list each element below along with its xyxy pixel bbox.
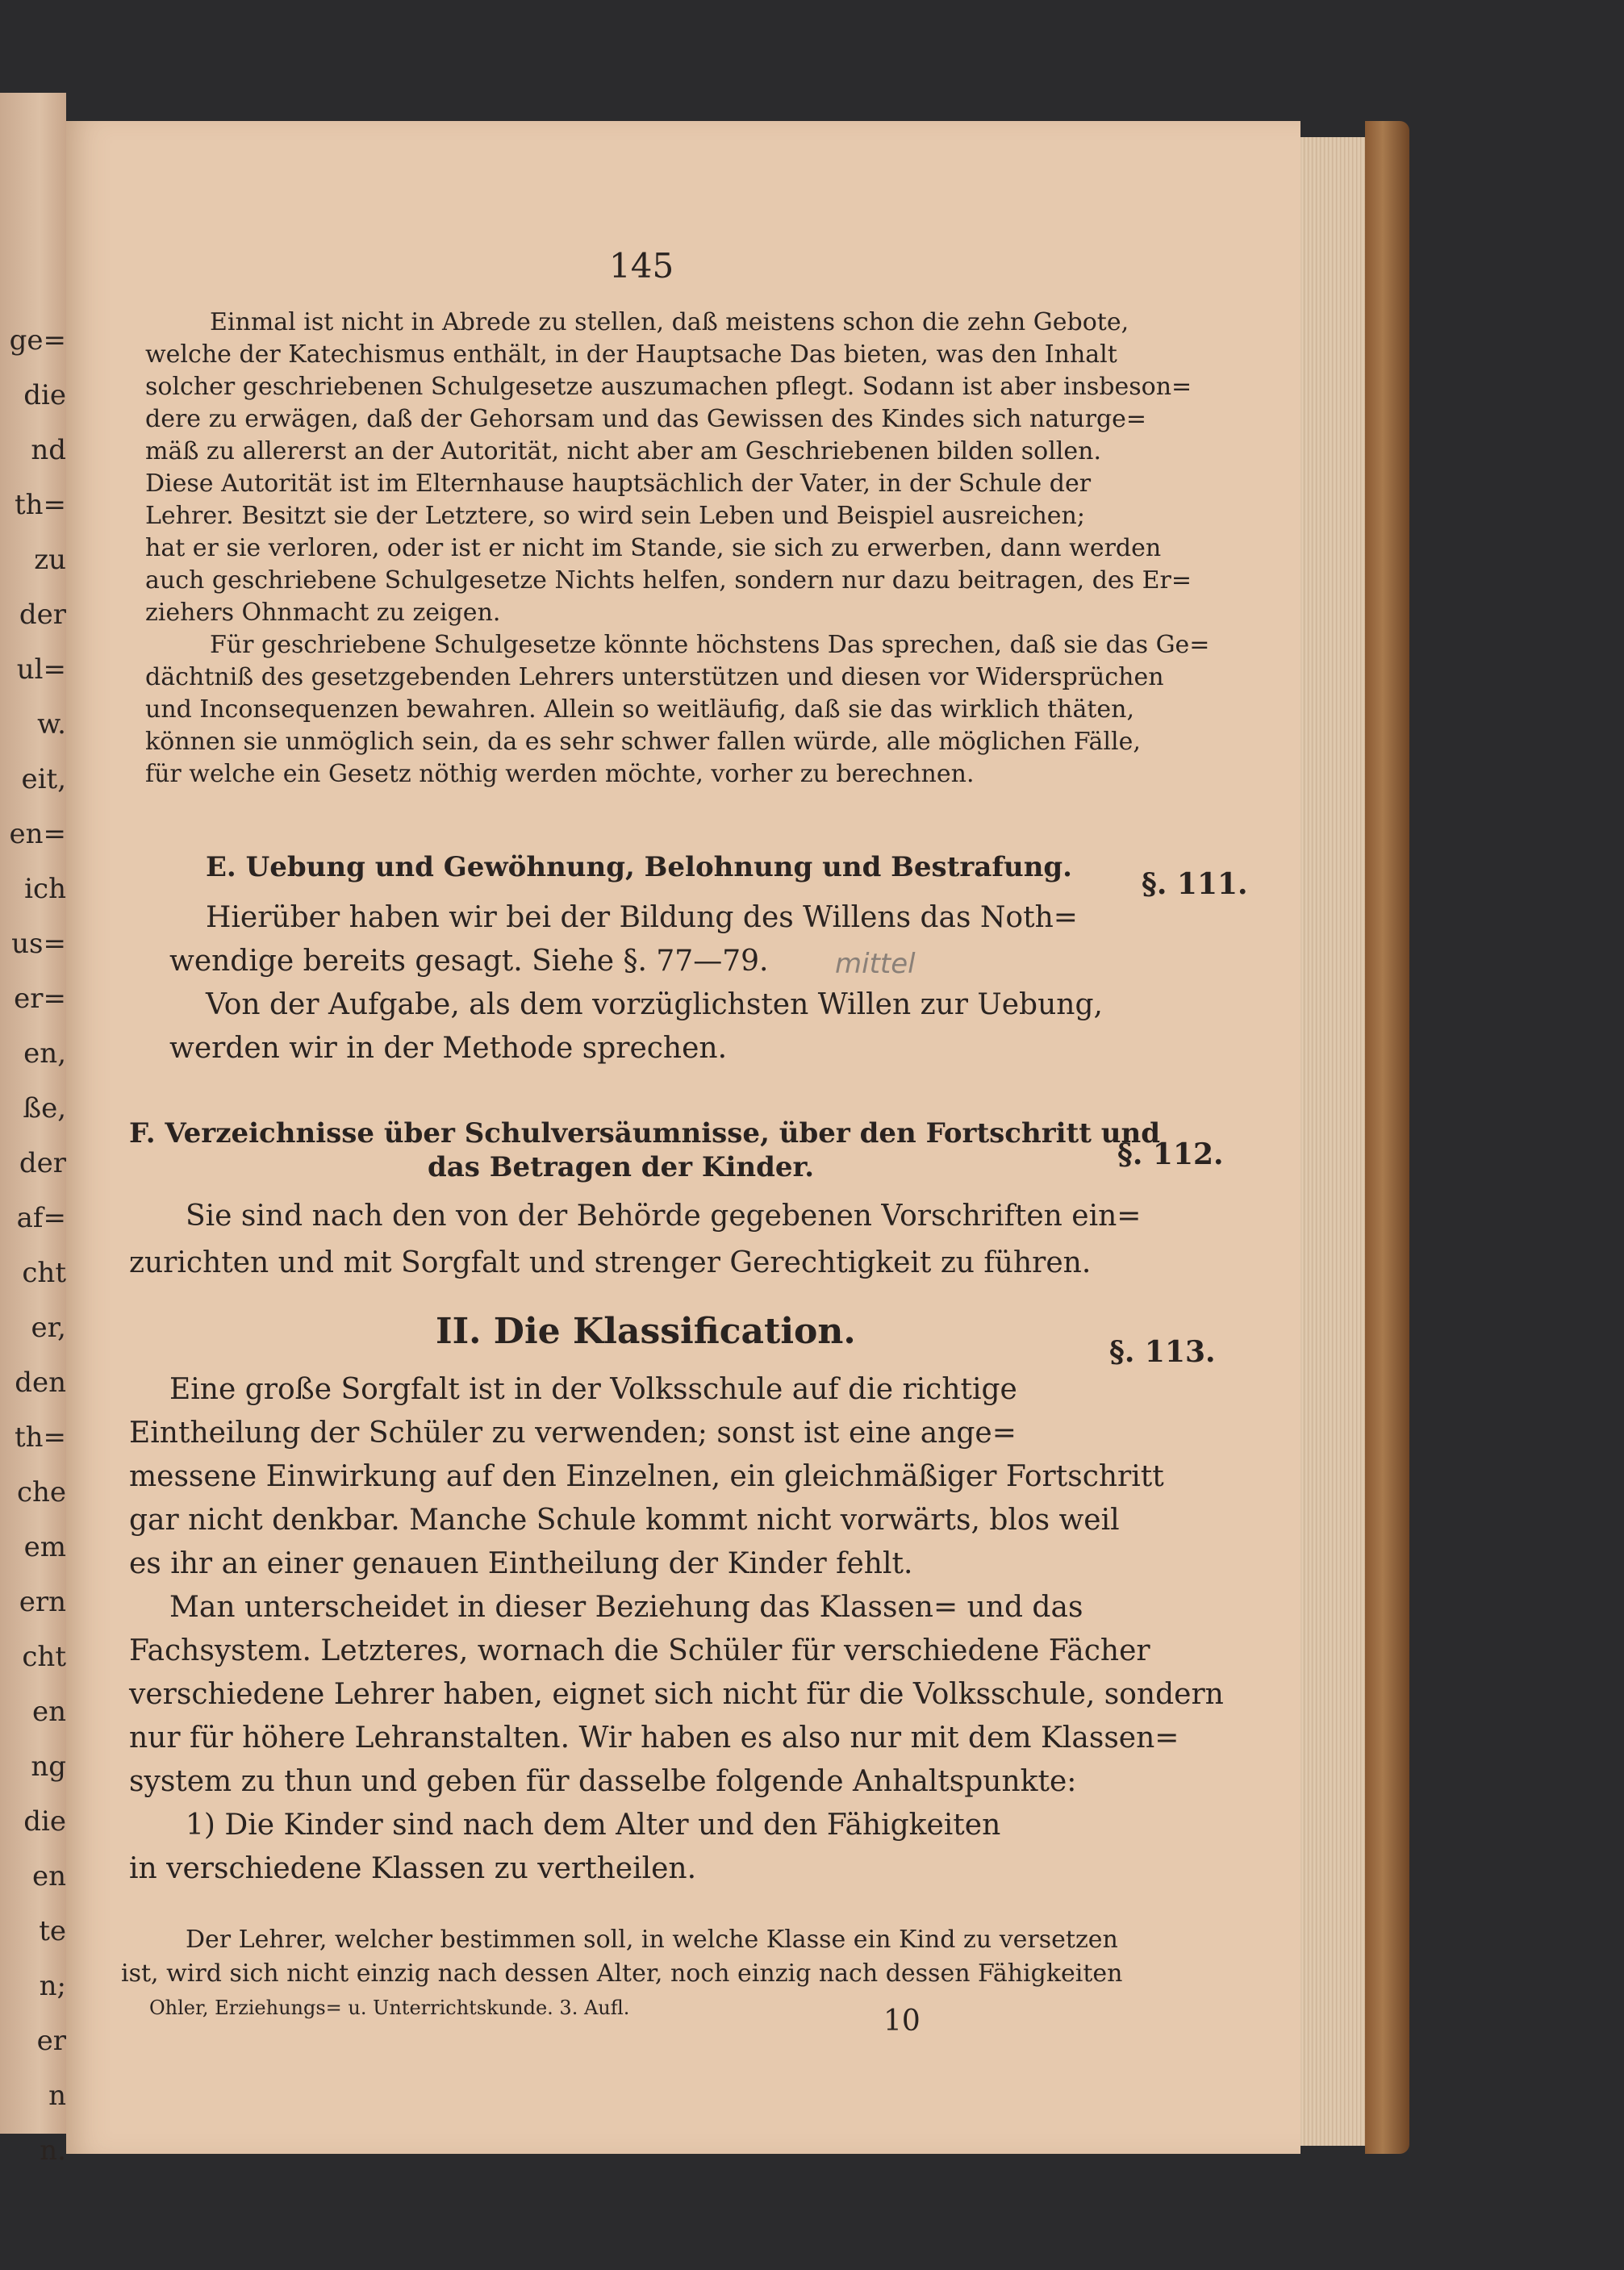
left-page-fragment: eit, <box>21 763 66 795</box>
intro-line: Einmal ist nicht in Abrede zu stellen, daß meistens schon die zehn Gebote, <box>210 308 1129 336</box>
sec-e-line: wendige bereits gesagt. Siehe §. 77—79. <box>169 945 769 978</box>
intro-line: und Inconsequenzen bewahren. Allein so weitläufig, daß sie das wirklich thäten, <box>145 695 1135 724</box>
sec-ii-line: in verschiedene Klassen zu vertheilen. <box>129 1852 697 1885</box>
left-page-fragment: ng <box>31 1750 66 1783</box>
left-page-fragment: cht <box>22 1641 66 1673</box>
left-page-fragment: zu <box>34 544 66 576</box>
left-page-fragment: der <box>19 1147 66 1179</box>
foot-line: Der Lehrer, welcher bestimmen soll, in welche Klasse ein Kind zu versetzen <box>186 1926 1118 1954</box>
section-e-heading: E. Uebung und Gewöhnung, Belohnung und Bestrafung. <box>206 851 1073 883</box>
left-page-fragment: en, <box>23 1037 66 1070</box>
sec-e-line: werden wir in der Methode sprechen. <box>169 1032 728 1065</box>
left-page-fragment: nd <box>31 434 66 466</box>
left-page-fragment: n. <box>40 2134 66 2167</box>
intro-line: mäß zu allererst an der Autorität, nicht aber am Geschriebenen bilden sollen. <box>145 437 1102 465</box>
sec-f-line: zurichten und mit Sorgfalt und strenger Gerechtigkeit zu führen. <box>129 1246 1092 1279</box>
book-cover <box>1365 121 1409 2154</box>
left-page-fragment: th= <box>14 489 66 521</box>
left-page-fragment: ul= <box>16 653 66 686</box>
left-page-fragment: en= <box>9 818 66 850</box>
left-page-fragment: ge= <box>9 324 66 357</box>
intro-line: dächtniß des gesetzgebenden Lehrers unterstützen und diesen vor Widersprüchen <box>145 663 1164 691</box>
sec-ii-line: messene Einwirkung auf den Einzelnen, ein gleichmäßiger Fortschritt <box>129 1460 1164 1493</box>
sec-ii-line: 1) Die Kinder sind nach dem Alter und den Fähigkeiten <box>186 1809 1001 1842</box>
left-page-fragment: die <box>23 1805 66 1838</box>
sec-ii-line: verschiedene Lehrer haben, eignet sich nicht für die Volksschule, sondern <box>129 1678 1224 1711</box>
page-edges <box>1300 137 1365 2146</box>
left-page-fragment: cht <box>22 1257 66 1289</box>
intro-line: welche der Katechismus enthält, in der Hauptsache Das bieten, was den Inhalt <box>145 340 1117 369</box>
intro-line: Für geschriebene Schulgesetze könnte höchstens Das sprechen, daß sie das Ge= <box>210 631 1210 659</box>
left-page-fragment: n; <box>39 1970 66 2002</box>
intro-line: Lehrer. Besitzt sie der Letztere, so wird sein Leben und Beispiel ausreichen; <box>145 502 1085 530</box>
left-page-fragment: us= <box>11 928 66 960</box>
page-number: 145 <box>609 246 674 286</box>
left-page-fragment: w. <box>37 708 66 741</box>
sec-ii-line: Eintheilung der Schüler zu verwenden; sonst ist eine ange= <box>129 1417 1017 1450</box>
intro-line: können sie unmöglich sein, da es sehr schwer fallen würde, alle möglichen Fälle, <box>145 728 1141 756</box>
intro-line: auch geschriebene Schulgesetze Nichts helfen, sondern nur dazu beitragen, des Er= <box>145 566 1192 595</box>
signature-number: 10 <box>883 2005 921 2038</box>
left-page-fragment: em <box>23 1531 66 1563</box>
left-page-edge <box>0 93 66 2167</box>
signature-line: Ohler, Erziehungs= u. Unterrichtskunde. 3. Aufl. <box>149 1997 630 2019</box>
section-e-marker: §. 111. <box>1142 867 1248 901</box>
left-page-fragment: th= <box>14 1421 66 1454</box>
left-page-fragment: er, <box>31 1312 66 1344</box>
left-page-fragment: ern <box>19 1586 66 1618</box>
section-ii-heading: II. Die Klassification. <box>436 1311 856 1352</box>
left-page-fragment: er <box>36 2025 66 2057</box>
section-f-heading-line1: F. Verzeichnisse über Schulversäumnisse, über den Fortschritt und <box>129 1117 1161 1150</box>
sec-ii-line: gar nicht denkbar. Manche Schule kommt nicht vorwärts, blos weil <box>129 1504 1120 1537</box>
intro-line: dere zu erwägen, daß der Gehorsam und das Gewissen des Kindes sich naturge= <box>145 405 1147 433</box>
left-page-fragment: ße, <box>23 1092 66 1125</box>
sec-ii-line: es ihr an einer genauen Eintheilung der Kinder fehlt. <box>129 1547 913 1580</box>
sec-e-line: Von der Aufgabe, als dem vorzüglichsten Willen zur Uebung, <box>206 988 1103 1021</box>
intro-line: ziehers Ohnmacht zu zeigen. <box>145 599 501 627</box>
left-page-fragment: ich <box>24 873 66 905</box>
sec-ii-line: nur für höhere Lehranstalten. Wir haben es also nur mit dem Klassen= <box>129 1721 1179 1755</box>
left-page-fragment: en <box>31 1696 66 1728</box>
left-page-fragment: er= <box>14 983 66 1015</box>
pencil-annotation: mittel <box>835 948 916 980</box>
section-f-heading-line2: das Betragen der Kinder. <box>428 1151 815 1183</box>
left-page-fragment: che <box>16 1476 66 1508</box>
intro-line: Diese Autorität ist im Elternhause hauptsächlich der Vater, in der Schule der <box>145 469 1092 498</box>
intro-line: für welche ein Gesetz nöthig werden möchte, vorher zu berechnen. <box>145 760 975 788</box>
sec-ii-line: Eine große Sorgfalt ist in der Volksschule auf die richtige <box>169 1373 1017 1406</box>
sec-ii-line: system zu thun und geben für dasselbe folgende Anhaltspunkte: <box>129 1765 1077 1798</box>
left-page-fragment: en <box>31 1860 66 1892</box>
left-page-fragment: die <box>23 379 66 411</box>
foot-line: ist, wird sich nicht einzig nach dessen Alter, noch einzig nach dessen Fähigkeiten <box>121 1959 1123 1988</box>
left-page-fragment: den <box>15 1367 66 1399</box>
section-ii-marker: §. 113. <box>1109 1335 1216 1369</box>
section-f-marker: §. 112. <box>1117 1137 1224 1171</box>
sec-ii-line: Fachsystem. Letzteres, wornach die Schüler für verschiedene Fächer <box>129 1634 1150 1667</box>
sec-e-line: Hierüber haben wir bei der Bildung des Willens das Noth= <box>206 901 1078 934</box>
left-page-fragment: af= <box>16 1202 66 1234</box>
sec-ii-line: Man unterscheidet in dieser Beziehung das Klassen= und das <box>169 1591 1083 1624</box>
intro-line: solcher geschriebenen Schulgesetze auszumachen pflegt. Sodann ist aber insbeson= <box>145 373 1192 401</box>
intro-line: hat er sie verloren, oder ist er nicht im Stande, sie sich zu erwerben, dann werden <box>145 534 1162 562</box>
left-page-fragment: n <box>48 2080 66 2112</box>
sec-f-line: Sie sind nach den von der Behörde gegebenen Vorschriften ein= <box>186 1200 1142 1233</box>
left-page-fragment: der <box>19 599 66 631</box>
left-page-fragment: te <box>39 1915 66 1947</box>
